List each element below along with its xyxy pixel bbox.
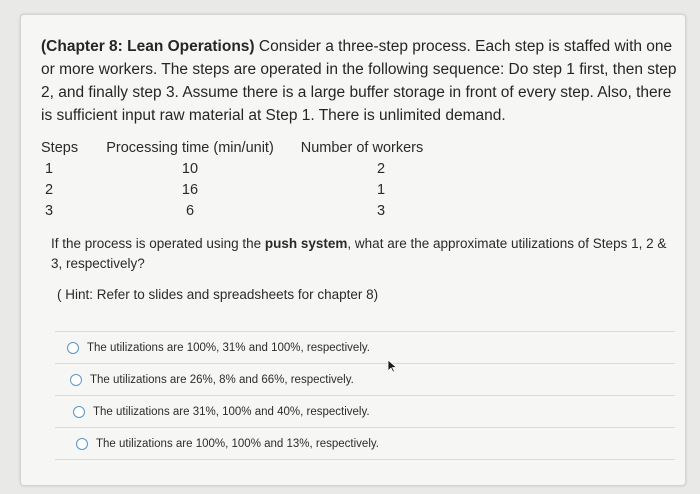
question-panel — [20, 14, 686, 486]
sub-question-prefix: If the process is operated using the — [51, 236, 265, 251]
option-label: The utilizations are 100%, 31% and 100%, respectively. — [87, 341, 370, 354]
time-cell: 10 — [181, 160, 199, 177]
option-label: The utilizations are 31%, 100% and 40%, respectively. — [93, 405, 370, 418]
radio-button[interactable] — [76, 438, 88, 450]
process-table — [41, 137, 449, 221]
header-steps: Steps — [41, 139, 79, 156]
workers-cell: 3 — [376, 202, 386, 219]
chapter-label: (Chapter 8: Lean Operations) — [41, 38, 255, 55]
table-row — [41, 179, 449, 200]
radio-button[interactable] — [67, 342, 79, 354]
step-cell: 3 — [45, 202, 54, 219]
sub-question — [51, 234, 671, 274]
step-cell: 2 — [45, 181, 54, 198]
intro-text: Consider a three-step process. Each step is staffed with one or more workers. The steps are operated in the following sequence: Do step 1 first, then step 2, and finally step 3. Assume there is a large buffer storage in front of every step. Also, there is sufficient input raw material at Step 1. There is unlimited demand. — [41, 38, 677, 124]
question-text — [41, 35, 681, 127]
sub-question-suffix: , what are the approximate utilizations of Steps 1, 2 & 3, respectively? — [51, 236, 667, 271]
table-header-row — [41, 137, 449, 158]
radio-button[interactable] — [70, 374, 82, 386]
header-workers: Number of workers — [300, 139, 424, 156]
push-system-emphasis: push system — [264, 236, 348, 251]
option-label: The utilizations are 26%, 8% and 66%, respectively. — [90, 373, 354, 386]
step-cell: 1 — [45, 160, 54, 177]
hint-text: ( Hint: Refer to slides and spreadsheets for chapter 8) — [57, 287, 379, 302]
header-processing-time: Processing time (min/unit) — [106, 139, 274, 156]
table-row — [41, 200, 449, 221]
mouse-pointer-icon — [387, 359, 397, 373]
answer-option-1[interactable] — [55, 331, 675, 363]
table-row — [41, 158, 449, 179]
time-cell: 16 — [181, 181, 199, 198]
answer-option-3[interactable] — [55, 395, 675, 427]
workers-cell: 1 — [376, 181, 386, 198]
answer-option-4[interactable] — [55, 427, 675, 460]
workers-cell: 2 — [376, 160, 386, 177]
radio-button[interactable] — [73, 406, 85, 418]
answer-options — [55, 331, 675, 460]
option-label: The utilizations are 100%, 100% and 13%, respectively. — [96, 437, 379, 450]
time-cell: 6 — [185, 202, 195, 219]
answer-option-2[interactable] — [55, 363, 675, 395]
